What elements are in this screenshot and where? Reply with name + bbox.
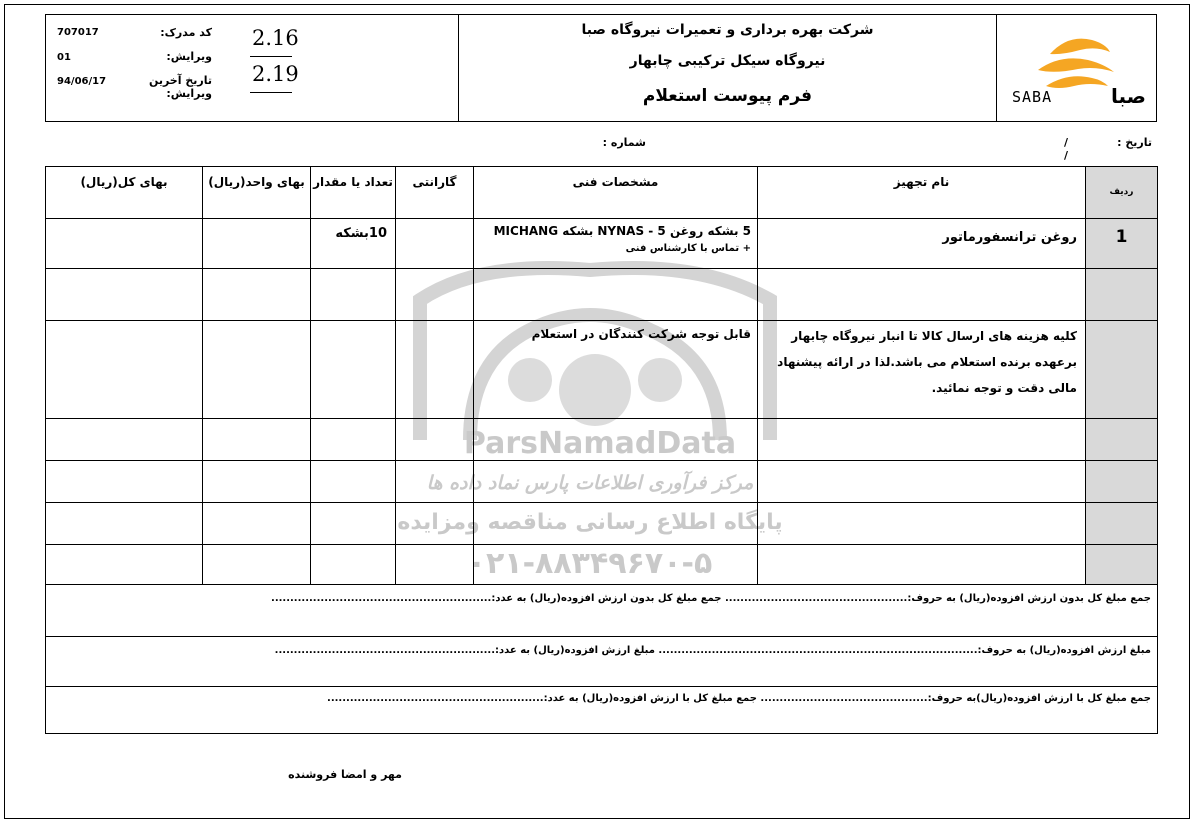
form-title: فرم پیوست استعلام: [642, 86, 813, 106]
equipment-cell: [757, 544, 1086, 585]
warranty-cell: [395, 418, 474, 461]
total-price-cell: [45, 502, 203, 545]
specs-cell: [473, 502, 758, 545]
summary-net-total: جمع مبلغ کل بدون ارزش افزوده(ریال) به حروف:................................................ جمع مبلغ کل بدون ارزش افزوده(ریال) به عدد:..........................................................: [271, 593, 1151, 604]
quantity-cell: [310, 544, 396, 585]
unit-price-cell: [202, 544, 311, 585]
seller-signature-label: مهر و امضا فروشنده: [288, 768, 402, 781]
row-number: 1: [1115, 227, 1128, 247]
unit-price-cell: [202, 460, 311, 503]
last-revision-label: تاریخ آخرین ویرایش:: [148, 74, 212, 100]
warranty-cell: [395, 268, 474, 321]
specs-cell: [473, 320, 758, 419]
row-number-cell: [1085, 544, 1158, 585]
watermark-line: پایگاه اطلاع رسانی مناقصه ومزایده: [397, 510, 783, 535]
doc-code-label: کد مدرک:: [160, 26, 212, 39]
specs-cell: [473, 218, 758, 269]
specs-line: + تماس با کارشناس فنی: [625, 243, 751, 254]
total-price-cell: [45, 320, 203, 419]
header-quantity: تعداد یا مقدار: [310, 166, 396, 219]
summary-row: [45, 686, 1158, 734]
header-warranty: گارانتی: [395, 166, 474, 219]
summary-row: [45, 636, 1158, 687]
total-price-cell: [45, 268, 203, 321]
equipment-cell: [757, 218, 1086, 269]
handwritten-underline: [250, 56, 292, 57]
summary-row: [45, 584, 1158, 637]
plant-name: نیروگاه سیکل ترکیبی چابهار: [629, 53, 826, 69]
logo-text-fa: صبا: [1111, 84, 1146, 108]
logo-text-en: SABA: [1012, 88, 1053, 106]
equipment-cell: [757, 418, 1086, 461]
warranty-cell: [395, 320, 474, 419]
row-number-cell: [1085, 268, 1158, 321]
quantity-cell: [310, 418, 396, 461]
revision-value: 01: [57, 52, 71, 63]
row-number-cell: [1085, 460, 1158, 503]
equipment-cell: [757, 502, 1086, 545]
watermark-phone: ۰۲۱-۸۸۳۴۹۶۷۰-۵: [467, 546, 713, 581]
handwritten-note: 2.19: [252, 62, 299, 86]
date-value: / /: [1063, 136, 1081, 162]
shipping-note: کلیه هزینه های ارسال کالا تا انبار نیروگاه چابهار برعهده برنده استعلام می باشد.لذا در ارائه پیشنهاد مالی دقت و توجه نمائید.: [777, 329, 1077, 395]
total-price-cell: [45, 218, 203, 269]
header-divider: [996, 14, 997, 122]
quantity-cell: [310, 502, 396, 545]
warranty-cell: [395, 460, 474, 503]
specs-cell: [473, 418, 758, 461]
header-specs: مشخصات فنی: [473, 166, 758, 219]
equipment-cell: [757, 460, 1086, 503]
equipment-cell: [757, 320, 1086, 419]
header-row-number: ردیف: [1085, 166, 1158, 219]
equipment-cell: [757, 268, 1086, 321]
unit-price-cell: [202, 320, 311, 419]
handwritten-underline: [250, 92, 292, 93]
unit-price-cell: [202, 502, 311, 545]
equipment-name: روغن ترانسفورماتور: [942, 230, 1077, 245]
row-number-cell: [1085, 218, 1158, 269]
date-label: تاریخ :: [1117, 136, 1152, 149]
total-price-cell: [45, 544, 203, 585]
specs-cell: [473, 268, 758, 321]
quantity-cell: [310, 268, 396, 321]
row-number-cell: [1085, 418, 1158, 461]
participants-note: قابل توجه شرکت کنندگان در استعلام: [531, 327, 751, 341]
specs-line: 5 بشکه روغن NYNAS - 5 بشکه MICHANG: [493, 224, 751, 238]
specs-cell: [473, 544, 758, 585]
quantity-cell: [310, 320, 396, 419]
header-total-price: بهای کل(ریال): [45, 166, 203, 219]
doc-code-value: 707017: [57, 27, 99, 38]
number-label: شماره :: [602, 136, 646, 149]
warranty-cell: [395, 502, 474, 545]
row-number-cell: [1085, 320, 1158, 419]
summary-gross-total: جمع مبلغ کل با ارزش افزوده(ریال)به حروف:............................................ جمع مبلغ کل با ارزش افزوده(ریال) به عدد:.........................................................: [327, 693, 1151, 704]
last-revision-value: 94/06/17: [57, 76, 107, 87]
warranty-cell: [395, 218, 474, 269]
handwritten-note: 2.16: [252, 26, 299, 50]
row-number-cell: [1085, 502, 1158, 545]
quantity-value: 10بشکه: [335, 226, 387, 241]
header-unit-price: بهای واحد(ریال): [202, 166, 311, 219]
unit-price-cell: [202, 418, 311, 461]
header-equipment: نام تجهیز: [757, 166, 1086, 219]
summary-vat: مبلغ ارزش افزوده(ریال) به حروف:.................................................................................... مبلغ ارزش افزوده(ریال) به عدد:..........................................................: [274, 645, 1151, 656]
warranty-cell: [395, 544, 474, 585]
total-price-cell: [45, 460, 203, 503]
company-name: شرکت بهره برداری و تعمیرات نیروگاه صبا: [581, 22, 874, 38]
total-price-cell: [45, 418, 203, 461]
quantity-cell: [310, 218, 396, 269]
specs-cell: [473, 460, 758, 503]
revision-label: ویرایش:: [166, 50, 212, 63]
watermark-brand: ParsNamadData: [463, 426, 737, 461]
quantity-cell: [310, 460, 396, 503]
watermark-line: مرکز فرآوری اطلاعات پارس نماد داده ها: [426, 472, 754, 494]
unit-price-cell: [202, 218, 311, 269]
unit-price-cell: [202, 268, 311, 321]
